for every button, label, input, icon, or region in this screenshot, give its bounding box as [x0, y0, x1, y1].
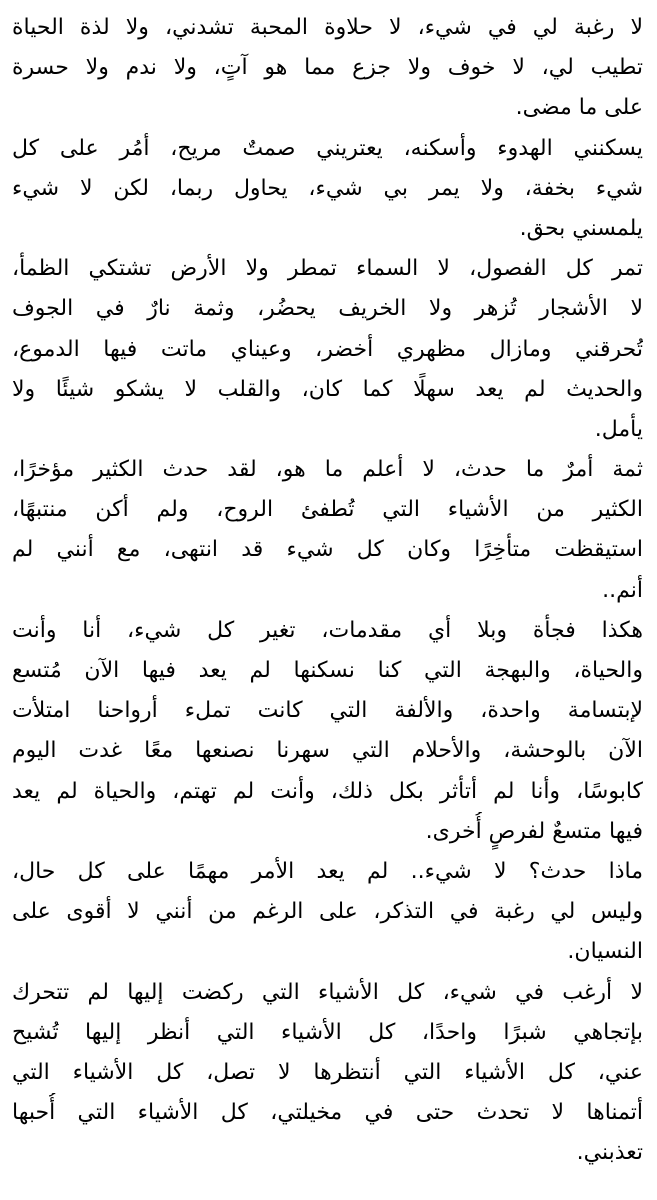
- text-line: تعذبني.: [576, 1140, 643, 1166]
- paragraph-2: [12, 129, 643, 250]
- text-line: فيها متسعٌ لفرصٍ أُخرى.: [425, 818, 643, 844]
- paragraph-4: [12, 450, 643, 611]
- text-line: لا الأشجار تُزهر ولا الخريف يحضُر، وثمة نارٌ في الجوف: [12, 296, 643, 322]
- text-line: عني، كل الأشياء التي أنتظرها لا تصل، كل الأشياء التي: [12, 1059, 643, 1085]
- text-line: والحياة، والبهجة التي كنا نسكنها لم يعد فيها الآن مُتسع: [12, 658, 643, 683]
- text-line: تطيب لي، لا خوف ولا جزع مما هو آتٍ، ولا ندم ولا حسرة: [12, 55, 643, 81]
- text-line: الكثير من الأشياء التي تُطفئ الروح، ولم أكن منتبهًا،: [12, 497, 643, 523]
- text-line: لإبتسامة واحدة، والألفة التي كانت تملء أرواحنا امتلأت: [12, 698, 643, 724]
- text-line: لا رغبة لي في شيء، لا حلاوة المحبة تشدني، ولا لذة الحياة: [12, 15, 643, 40]
- text-line: شيء بخفة، ولا يمر بي شيء، يحاول ربما، لكن لا شيء: [12, 175, 643, 201]
- text-line: يلمسني بحق.: [519, 215, 643, 241]
- text-line: أنم..: [602, 577, 643, 603]
- paragraph-5: [12, 611, 643, 852]
- text-line: النسيان.: [567, 939, 643, 965]
- paragraph-3: [12, 249, 643, 450]
- text-line: ماذا حدث؟ لا شيء.. لم يعد الأمر مهمًا على كل حال،: [12, 858, 643, 884]
- text-line: تُحرقني ومازال مظهري أخضر، وعيناي ماتت فيها الدموع،: [12, 336, 643, 362]
- paragraph-6: [12, 852, 643, 973]
- text-line: الآن بالوحشة، والأحلام التي سهرنا نصنعها معًا غدت اليوم: [12, 738, 643, 764]
- text-line: تمر كل الفصول، لا السماء تمطر ولا الأرض تشتكي الظمأ،: [12, 256, 643, 282]
- text-line: لا أرغب في شيء، كل الأشياء التي ركضت إليها لم تتحرك: [12, 979, 643, 1005]
- text-line: والحديث لم يعد سهلًا كما كان، والقلب لا يشكو شيئًا ولا: [12, 376, 643, 402]
- paragraph-7: [12, 973, 643, 1174]
- text-line: يأمل.: [594, 416, 643, 442]
- text-line: كابوسًا، وأنا لم أتأثر بكل ذلك، وأنت لم تهتم، والحياة لم يعد: [12, 778, 643, 804]
- text-line: هكذا فجأة وبلا أي مقدمات، تغير كل شيء، أنا وأنت: [12, 617, 643, 643]
- paragraph-1: [12, 8, 643, 129]
- text-line: استيقظت متأخِرًا وكان كل شيء قد انتهى، مع أنني لم: [12, 537, 643, 563]
- text-line: أتمناها لا تحدث حتى في مخيلتي، كل الأشياء التي أُحبها: [12, 1100, 643, 1126]
- text-line: بإتجاهي شبرًا واحدًا، كل الأشياء التي أنظر إليها تُشيح: [12, 1019, 643, 1045]
- text-line: على ما مضى.: [515, 95, 643, 121]
- text-line: ثمة أمرٌ ما حدث، لا أعلم ما هو، لقد حدث الكثير مؤخرًا،: [12, 457, 643, 483]
- text-line: وليس لي رغبة في التذكر، على الرغم من أنني لا أقوى على: [12, 899, 643, 925]
- text-line: يسكنني الهدوء وأسكنه، يعتريني صمتٌ مريح، أمُر على كل: [12, 135, 643, 161]
